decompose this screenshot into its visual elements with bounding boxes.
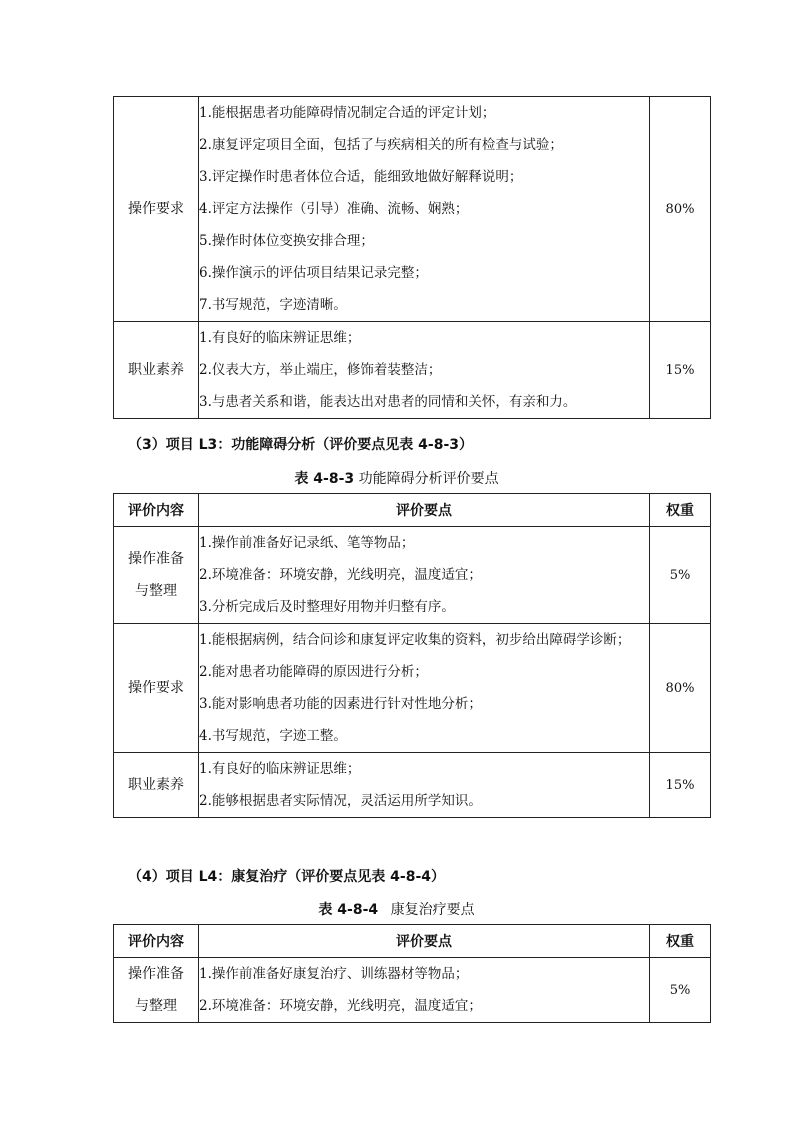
list-item: 3.与患者关系和谐，能表达出对患者的同情和关怀，有亲和力。	[199, 394, 577, 410]
list-item: 3.能对影响患者功能的因素进行针对性地分析；	[199, 696, 482, 712]
row-weight: 5%	[650, 958, 711, 1023]
header-content: 评价内容	[114, 494, 199, 527]
row-weight: 15%	[650, 322, 711, 419]
header-points: 评价要点	[199, 925, 650, 958]
row-label: 职业素养	[114, 753, 199, 818]
table-4-8-3-caption	[0, 468, 793, 488]
table-4-8-4-caption	[0, 899, 793, 919]
list-item: 3.评定操作时患者体位合适，能细致地做好解释说明；	[199, 169, 523, 185]
row-weight: 80%	[650, 624, 711, 753]
table-row	[114, 958, 711, 1023]
list-item: 1.有良好的临床辨证思维；	[199, 330, 361, 346]
list-item: 2.能够根据患者实际情况，灵活运用所学知识。	[199, 793, 482, 809]
list-item: 2.环境准备：环境安静，光线明亮，温度适宜；	[199, 567, 482, 583]
row-weight: 80%	[650, 97, 711, 322]
table-row	[114, 624, 711, 753]
table-4-8-4	[113, 924, 711, 1023]
section-4-title: （4）项目 L4：康复治疗（评价要点见表 4-8-4）	[128, 869, 445, 885]
caption-text: 康复治疗要点	[390, 902, 475, 918]
list-item: 3.分析完成后及时整理好用物并归整有序。	[199, 599, 455, 615]
table-row	[114, 97, 711, 322]
header-weight: 权重	[650, 925, 711, 958]
row-label	[114, 958, 199, 1023]
table-top	[113, 96, 711, 419]
row-label	[114, 527, 199, 624]
list-item: 2.仪表大方，举止端庄，修饰着装整洁；	[199, 362, 442, 378]
list-item: 1.有良好的临床辨证思维；	[199, 761, 361, 777]
list-item: 2.能对患者功能障碍的原因进行分析；	[199, 664, 428, 680]
header-weight: 权重	[650, 494, 711, 527]
caption-number: 表 4-8-3	[294, 471, 355, 487]
row-label: 职业素养	[114, 322, 199, 419]
list-item: 1.能根据患者功能障碍情况制定合适的评定计划；	[199, 105, 496, 121]
table-row	[114, 322, 711, 419]
row-label-line: 与整理	[135, 998, 177, 1014]
row-label-line: 操作准备	[128, 966, 184, 982]
row-weight: 5%	[650, 527, 711, 624]
table-header-row	[114, 925, 711, 958]
row-items	[199, 527, 650, 624]
list-item: 6.操作演示的评估项目结果记录完整；	[199, 265, 428, 281]
list-item: 4.书写规范，字迹工整。	[199, 728, 347, 744]
row-label: 操作要求	[114, 624, 199, 753]
table-4-8-3	[113, 493, 711, 818]
table-row	[114, 753, 711, 818]
header-points: 评价要点	[199, 494, 650, 527]
list-item: 1.操作前准备好康复治疗、训练器材等物品；	[199, 966, 469, 982]
caption-text: 功能障碍分析评价要点	[358, 471, 499, 487]
list-item: 1.操作前准备好记录纸、笔等物品；	[199, 535, 415, 551]
list-item: 4.评定方法操作（引导）准确、流畅、娴熟；	[199, 201, 469, 217]
table-row	[114, 527, 711, 624]
row-label-line: 操作准备	[128, 551, 184, 567]
row-items	[199, 97, 650, 322]
row-items	[199, 958, 650, 1023]
row-items	[199, 322, 650, 419]
list-item: 2.环境准备：环境安静，光线明亮，温度适宜；	[199, 998, 482, 1014]
row-items	[199, 753, 650, 818]
list-item: 7.书写规范，字迹清晰。	[199, 297, 347, 313]
row-label-line: 与整理	[135, 583, 177, 599]
list-item: 2.康复评定项目全面，包括了与疾病相关的所有检查与试验；	[199, 137, 563, 153]
section-3-title: （3）项目 L3：功能障碍分析（评价要点见表 4-8-3）	[128, 437, 473, 453]
list-item: 5.操作时体位变换安排合理；	[199, 233, 374, 249]
header-content: 评价内容	[114, 925, 199, 958]
row-items	[199, 624, 650, 753]
list-item: 1.能根据病例，结合问诊和康复评定收集的资料，初步给出障碍学诊断；	[199, 632, 631, 648]
row-label: 操作要求	[114, 97, 199, 322]
row-weight: 15%	[650, 753, 711, 818]
caption-number: 表 4-8-4	[318, 902, 379, 918]
table-header-row	[114, 494, 711, 527]
